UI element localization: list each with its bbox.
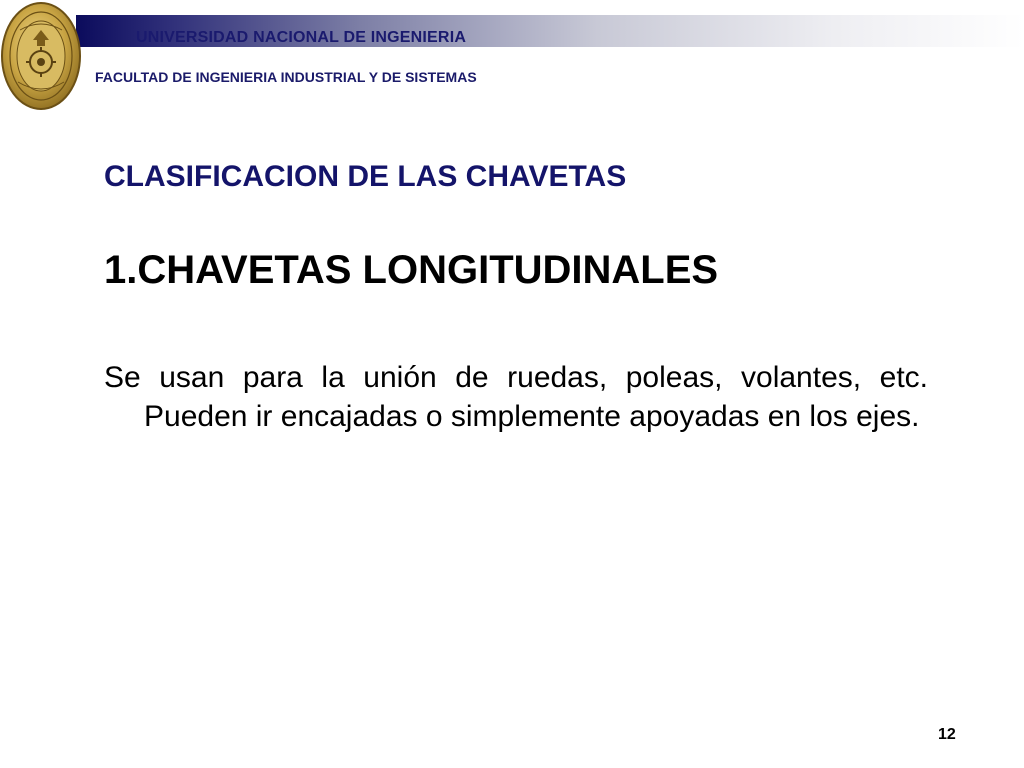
university-seal-icon — [0, 0, 82, 112]
faculty-name: FACULTAD DE INGENIERIA INDUSTRIAL Y DE SISTEMAS — [95, 69, 477, 85]
body-paragraph: Se usan para la unión de ruedas, poleas, volantes, etc. Pueden ir encajadas o simplemente apoyadas en los ejes. — [104, 361, 928, 433]
slide-title: CLASIFICACION DE LAS CHAVETAS — [104, 160, 627, 193]
university-name: UNIVERSIDAD NACIONAL DE INGENIERIA — [136, 29, 467, 46]
page-number: 12 — [938, 726, 956, 743]
section-heading: 1.CHAVETAS LONGITUDINALES — [104, 248, 719, 292]
